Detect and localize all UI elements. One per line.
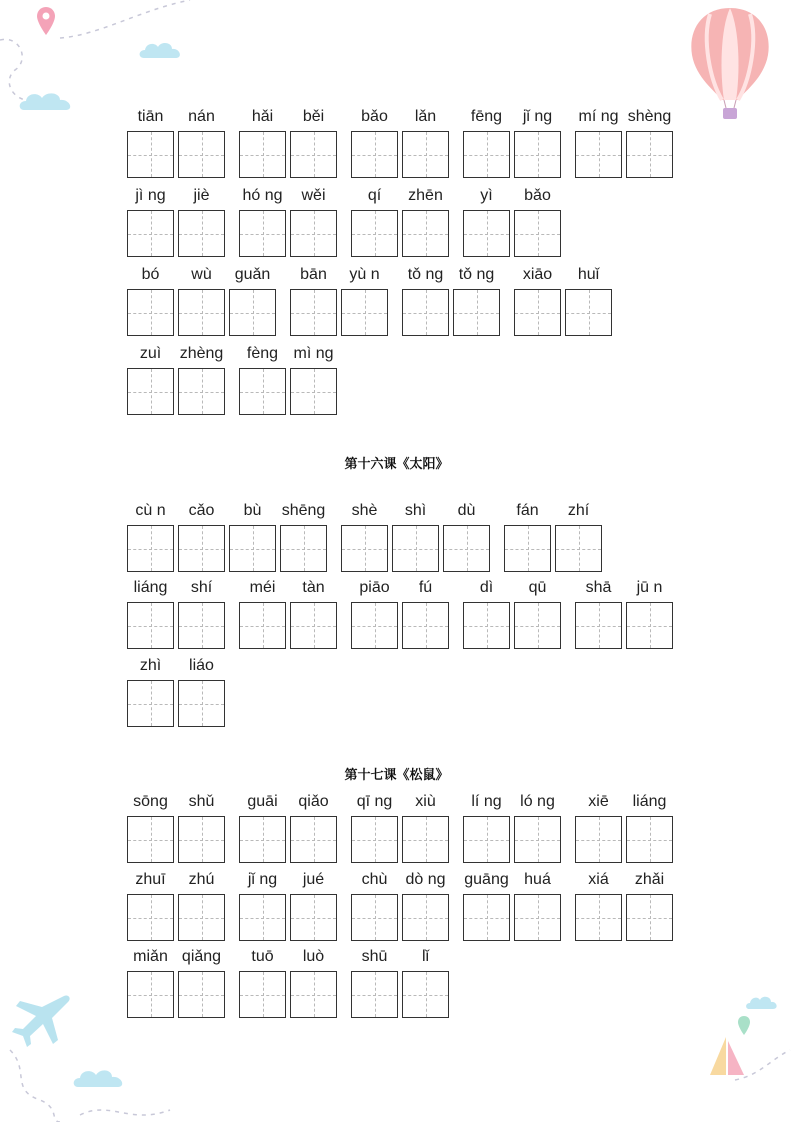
pinyin-label: tiān	[137, 108, 164, 125]
word-group	[288, 264, 390, 336]
pinyin-label: xiāo	[522, 266, 553, 283]
character-cell	[278, 500, 329, 572]
character-cell	[512, 791, 563, 863]
pinyin-label: zhēn	[408, 187, 443, 204]
character-cell	[461, 577, 512, 649]
word-group	[349, 946, 451, 1018]
character-cell	[349, 577, 400, 649]
writing-box[interactable]	[351, 971, 398, 1018]
writing-box[interactable]	[239, 971, 286, 1018]
character-cell	[400, 869, 451, 941]
writing-box[interactable]	[280, 525, 327, 572]
pinyin-label: tǒ ng	[407, 266, 444, 283]
pinyin-row	[125, 343, 339, 415]
writing-box[interactable]	[127, 525, 174, 572]
writing-box[interactable]	[555, 525, 602, 572]
writing-box[interactable]	[341, 289, 388, 336]
lesson-title: 第十七课《松鼠》	[344, 768, 449, 783]
character-cell	[573, 577, 624, 649]
pinyin-label: shēng	[281, 502, 326, 519]
writing-box[interactable]	[239, 816, 286, 863]
writing-box[interactable]	[402, 289, 449, 336]
writing-box[interactable]	[504, 525, 551, 572]
writing-box[interactable]	[626, 131, 673, 178]
pinyin-label: wěi	[301, 187, 326, 204]
pinyin-label: nán	[188, 108, 215, 125]
pinyin-label: shì	[404, 502, 427, 519]
character-cell	[237, 577, 288, 649]
writing-box[interactable]	[127, 971, 174, 1018]
pinyin-label: jué	[302, 871, 325, 888]
pinyin-label: guāi	[247, 793, 278, 810]
word-group	[125, 577, 227, 649]
writing-box[interactable]	[514, 210, 561, 257]
dotted-path-decoration	[0, 1030, 180, 1122]
cloud-icon	[745, 993, 779, 1011]
writing-box[interactable]	[402, 894, 449, 941]
character-cell	[176, 106, 227, 178]
pinyin-label: piāo	[359, 579, 390, 596]
word-group	[339, 500, 492, 572]
character-cell	[563, 264, 614, 336]
pinyin-label: jū n	[636, 579, 663, 596]
dotted-path-decoration	[0, 0, 200, 120]
pinyin-row	[125, 869, 675, 941]
character-cell	[512, 106, 563, 178]
writing-box[interactable]	[229, 525, 276, 572]
pinyin-label: hǎi	[251, 108, 274, 125]
writing-box[interactable]	[402, 816, 449, 863]
location-pin-icon	[35, 5, 57, 39]
word-group	[125, 869, 227, 941]
writing-box[interactable]	[290, 602, 337, 649]
pinyin-label: huǐ	[577, 266, 600, 283]
character-cell	[624, 577, 675, 649]
writing-box[interactable]	[575, 131, 622, 178]
writing-box[interactable]	[178, 680, 225, 727]
writing-box[interactable]	[351, 816, 398, 863]
character-cell	[512, 264, 563, 336]
pinyin-label: liáng	[133, 579, 168, 596]
character-cell	[349, 106, 400, 178]
word-group	[237, 343, 339, 415]
word-group	[237, 869, 339, 941]
writing-box[interactable]	[463, 894, 510, 941]
location-pin-icon	[737, 1015, 751, 1037]
character-cell	[176, 791, 227, 863]
word-group	[573, 106, 675, 178]
writing-box[interactable]	[239, 131, 286, 178]
pinyin-label: bó	[141, 266, 160, 283]
writing-box[interactable]	[239, 894, 286, 941]
character-cell	[125, 343, 176, 415]
pinyin-row	[125, 577, 675, 649]
pinyin-row	[125, 264, 614, 336]
character-cell	[288, 791, 339, 863]
character-cell	[176, 946, 227, 1018]
pinyin-label: běi	[302, 108, 325, 125]
writing-box[interactable]	[514, 816, 561, 863]
pinyin-label: liáo	[189, 657, 214, 674]
character-cell	[400, 946, 451, 1018]
word-group	[125, 106, 227, 178]
pinyin-label: yì	[480, 187, 493, 204]
character-cell	[288, 106, 339, 178]
writing-box[interactable]	[127, 680, 174, 727]
cloud-icon	[138, 38, 184, 60]
word-group	[237, 946, 339, 1018]
pinyin-label: zhèng	[179, 345, 224, 362]
word-group	[349, 185, 451, 257]
pinyin-label: shèng	[627, 108, 672, 125]
character-cell	[237, 106, 288, 178]
writing-box[interactable]	[351, 131, 398, 178]
character-cell	[400, 577, 451, 649]
pinyin-label: guǎn	[234, 266, 271, 283]
character-cell	[176, 185, 227, 257]
character-cell	[339, 500, 390, 572]
writing-box[interactable]	[290, 816, 337, 863]
character-cell	[461, 869, 512, 941]
writing-box[interactable]	[239, 368, 286, 415]
writing-box[interactable]	[351, 210, 398, 257]
pinyin-label: dò ng	[405, 871, 446, 888]
character-cell	[288, 264, 339, 336]
writing-box[interactable]	[514, 602, 561, 649]
pinyin-label: guāng	[464, 871, 509, 888]
pinyin-row	[125, 185, 563, 257]
character-cell	[237, 185, 288, 257]
pinyin-label: dù	[457, 502, 476, 519]
pinyin-label: lí ng	[471, 793, 502, 810]
sailboat-icon	[706, 1035, 748, 1080]
character-cell	[349, 791, 400, 863]
pinyin-label: fēng	[470, 108, 503, 125]
pinyin-label: sōng	[133, 793, 168, 810]
character-cell	[512, 185, 563, 257]
pinyin-label: xiē	[588, 793, 609, 810]
word-group	[573, 791, 675, 863]
writing-box[interactable]	[127, 131, 174, 178]
pinyin-label: chù	[361, 871, 388, 888]
word-group	[349, 577, 451, 649]
word-group	[502, 500, 604, 572]
character-cell	[573, 791, 624, 863]
pinyin-label: shū	[361, 948, 388, 965]
writing-box[interactable]	[127, 210, 174, 257]
writing-box[interactable]	[575, 816, 622, 863]
pinyin-row	[125, 106, 675, 178]
word-group	[349, 869, 451, 941]
writing-box[interactable]	[402, 210, 449, 257]
pinyin-label: huá	[524, 871, 551, 888]
character-cell	[125, 869, 176, 941]
pinyin-label: mì ng	[293, 345, 334, 362]
word-group	[461, 185, 563, 257]
pinyin-label: liáng	[632, 793, 667, 810]
pinyin-label: dì	[479, 579, 494, 596]
pinyin-label: jǐ ng	[247, 871, 278, 888]
character-cell	[288, 343, 339, 415]
writing-box[interactable]	[178, 894, 225, 941]
writing-box[interactable]	[575, 602, 622, 649]
character-cell	[176, 577, 227, 649]
pinyin-label: qī ng	[356, 793, 393, 810]
character-cell	[227, 264, 278, 336]
character-cell	[125, 577, 176, 649]
dotted-path-decoration	[730, 1020, 793, 1090]
lesson-title: 第十六课《太阳》	[344, 457, 449, 472]
word-group	[125, 343, 227, 415]
writing-box[interactable]	[402, 602, 449, 649]
character-cell	[125, 946, 176, 1018]
writing-box[interactable]	[178, 289, 225, 336]
character-cell	[349, 185, 400, 257]
writing-box[interactable]	[127, 602, 174, 649]
pinyin-label: tǒ ng	[458, 266, 495, 283]
pinyin-label: ló ng	[520, 793, 555, 810]
writing-box[interactable]	[290, 368, 337, 415]
writing-box[interactable]	[626, 816, 673, 863]
pinyin-label: jì ng	[135, 187, 166, 204]
writing-box[interactable]	[178, 525, 225, 572]
pinyin-label: wù	[191, 266, 212, 283]
character-cell	[451, 264, 502, 336]
word-group	[349, 106, 451, 178]
cloud-icon	[72, 1065, 128, 1089]
character-cell	[339, 264, 390, 336]
writing-box[interactable]	[178, 210, 225, 257]
writing-box[interactable]	[290, 210, 337, 257]
pinyin-row	[125, 791, 675, 863]
word-group	[349, 791, 451, 863]
pinyin-label: xiá	[588, 871, 609, 888]
character-cell	[176, 655, 227, 727]
writing-box[interactable]	[127, 289, 174, 336]
character-cell	[176, 343, 227, 415]
character-cell	[390, 500, 441, 572]
writing-box[interactable]	[626, 894, 673, 941]
character-cell	[502, 500, 553, 572]
writing-box[interactable]	[178, 368, 225, 415]
pinyin-label: yù n	[349, 266, 380, 283]
word-group	[125, 655, 227, 727]
writing-box[interactable]	[178, 971, 225, 1018]
character-cell	[288, 946, 339, 1018]
word-group	[461, 106, 563, 178]
character-cell	[125, 791, 176, 863]
writing-box[interactable]	[514, 289, 561, 336]
character-cell	[573, 869, 624, 941]
character-cell	[461, 791, 512, 863]
pinyin-label: qū	[528, 579, 547, 596]
character-cell	[237, 791, 288, 863]
character-cell	[624, 869, 675, 941]
character-cell	[624, 791, 675, 863]
character-cell	[624, 106, 675, 178]
character-cell	[441, 500, 492, 572]
character-cell	[512, 869, 563, 941]
character-cell	[400, 264, 451, 336]
character-cell	[288, 185, 339, 257]
writing-box[interactable]	[341, 525, 388, 572]
character-cell	[227, 500, 278, 572]
writing-box[interactable]	[463, 210, 510, 257]
pinyin-row	[125, 946, 451, 1018]
pinyin-label: jǐ ng	[522, 108, 553, 125]
pinyin-label: fú	[418, 579, 433, 596]
pinyin-label: zhuī	[135, 871, 166, 888]
pinyin-label: fán	[516, 502, 539, 519]
character-cell	[349, 946, 400, 1018]
writing-box[interactable]	[351, 602, 398, 649]
writing-box[interactable]	[402, 971, 449, 1018]
writing-box[interactable]	[392, 525, 439, 572]
character-cell	[237, 343, 288, 415]
writing-box[interactable]	[239, 602, 286, 649]
writing-box[interactable]	[290, 971, 337, 1018]
character-cell	[573, 106, 624, 178]
pinyin-label: miǎn	[133, 948, 168, 965]
writing-box[interactable]	[229, 289, 276, 336]
pinyin-label: xiù	[415, 793, 436, 810]
pinyin-row	[125, 500, 604, 572]
character-cell	[125, 185, 176, 257]
writing-box[interactable]	[514, 894, 561, 941]
pinyin-label: cǎo	[188, 502, 215, 519]
writing-box[interactable]	[463, 131, 510, 178]
writing-box[interactable]	[453, 289, 500, 336]
character-cell	[553, 500, 604, 572]
writing-box[interactable]	[290, 894, 337, 941]
writing-box[interactable]	[626, 602, 673, 649]
word-group	[125, 264, 278, 336]
cloud-icon	[18, 88, 76, 112]
pinyin-label: jiè	[193, 187, 210, 204]
pinyin-label: bǎo	[524, 187, 551, 204]
writing-box[interactable]	[514, 131, 561, 178]
writing-box[interactable]	[443, 525, 490, 572]
pinyin-label: lǐ	[421, 948, 430, 965]
pinyin-label: qí	[367, 187, 382, 204]
writing-box[interactable]	[351, 894, 398, 941]
character-cell	[176, 264, 227, 336]
pinyin-label: bān	[300, 266, 327, 283]
character-cell	[512, 577, 563, 649]
character-cell	[237, 946, 288, 1018]
word-group	[237, 185, 339, 257]
character-cell	[176, 869, 227, 941]
pinyin-label: zhí	[567, 502, 590, 519]
word-group	[461, 869, 563, 941]
writing-box[interactable]	[463, 816, 510, 863]
pinyin-label: zhú	[188, 871, 215, 888]
pinyin-label: fèng	[246, 345, 279, 362]
character-cell	[288, 577, 339, 649]
writing-box[interactable]	[463, 602, 510, 649]
character-cell	[461, 185, 512, 257]
airplane-icon	[8, 990, 74, 1050]
word-group	[573, 869, 675, 941]
pinyin-label: shí	[190, 579, 213, 596]
pinyin-label: zhǎi	[634, 871, 665, 888]
character-cell	[125, 655, 176, 727]
writing-box[interactable]	[127, 894, 174, 941]
pinyin-label: zhì	[139, 657, 162, 674]
writing-box[interactable]	[178, 816, 225, 863]
writing-box[interactable]	[239, 210, 286, 257]
word-group	[512, 264, 614, 336]
word-group	[125, 946, 227, 1018]
pinyin-label: tuō	[251, 948, 274, 965]
word-group	[461, 791, 563, 863]
pinyin-label: bǎo	[361, 108, 388, 125]
pinyin-label: méi	[249, 579, 276, 596]
word-group	[400, 264, 502, 336]
pinyin-label: qiǎng	[181, 948, 222, 965]
word-group	[125, 185, 227, 257]
word-group	[125, 500, 329, 572]
writing-box[interactable]	[290, 131, 337, 178]
character-cell	[288, 869, 339, 941]
writing-box[interactable]	[127, 816, 174, 863]
pinyin-label: shā	[585, 579, 612, 596]
pinyin-label: shè	[351, 502, 378, 519]
character-cell	[125, 264, 176, 336]
pinyin-label: qiǎo	[298, 793, 329, 810]
word-group	[125, 791, 227, 863]
word-group	[237, 577, 339, 649]
character-cell	[125, 500, 176, 572]
word-group	[461, 577, 563, 649]
balloon-icon	[680, 0, 780, 125]
character-cell	[349, 869, 400, 941]
writing-box[interactable]	[402, 131, 449, 178]
writing-box[interactable]	[290, 289, 337, 336]
pinyin-label: cù n	[135, 502, 166, 519]
character-cell	[176, 500, 227, 572]
pinyin-label: lǎn	[414, 108, 437, 125]
writing-box[interactable]	[178, 602, 225, 649]
writing-box[interactable]	[127, 368, 174, 415]
pinyin-label: hó ng	[242, 187, 283, 204]
pinyin-label: shǔ	[188, 793, 215, 810]
pinyin-label: tàn	[302, 579, 325, 596]
character-cell	[400, 791, 451, 863]
pinyin-row	[125, 655, 227, 727]
word-group	[237, 791, 339, 863]
writing-box[interactable]	[565, 289, 612, 336]
word-group	[237, 106, 339, 178]
character-cell	[461, 106, 512, 178]
character-cell	[400, 185, 451, 257]
pinyin-label: mí ng	[578, 108, 619, 125]
writing-box[interactable]	[575, 894, 622, 941]
pinyin-label: zuì	[139, 345, 162, 362]
character-cell	[237, 869, 288, 941]
writing-box[interactable]	[178, 131, 225, 178]
character-cell	[125, 106, 176, 178]
character-cell	[400, 106, 451, 178]
pinyin-label: bù	[243, 502, 262, 519]
pinyin-label: luò	[302, 948, 325, 965]
word-group	[573, 577, 675, 649]
